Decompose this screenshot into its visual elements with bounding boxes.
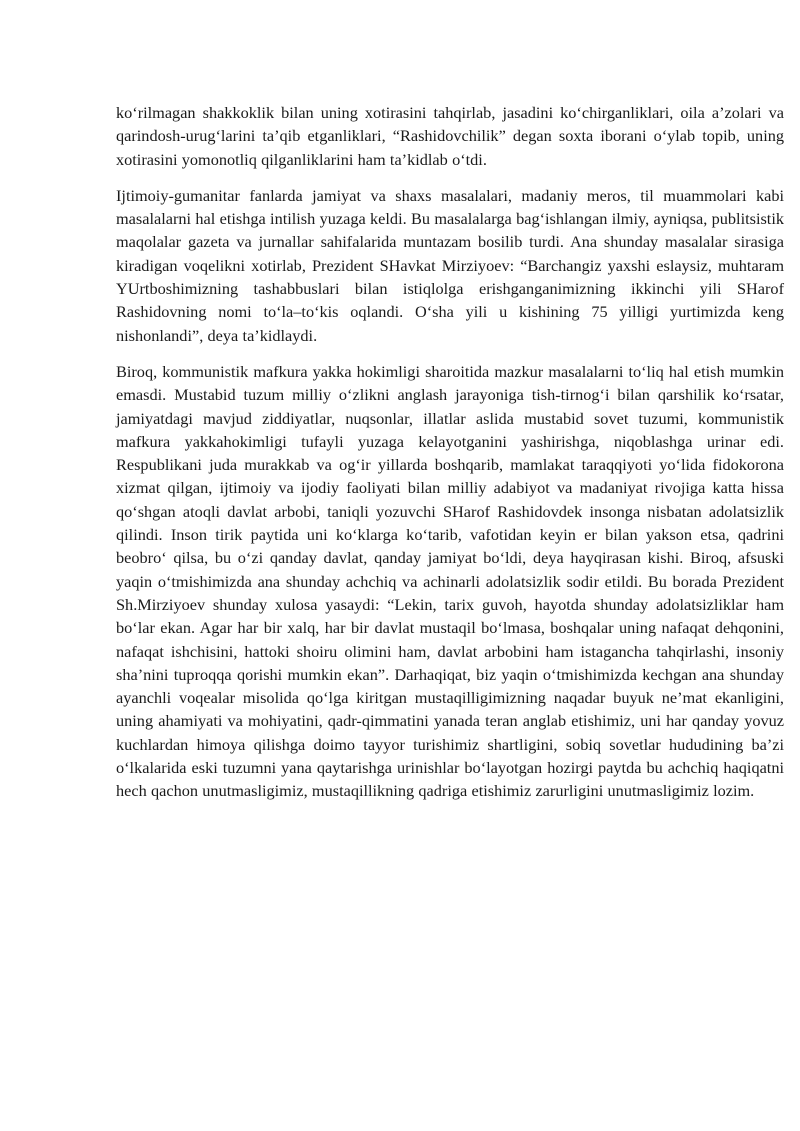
paragraph-3: Biroq, kommunistik mafkura yakka hokimligi sharoitida mazkur masalalarni to‘liq hal etish mumkin emasdi. Mustabid tuzum milliy o‘zlikni anglash jarayoniga tish-tirnog‘i bilan qarshilik ko‘rsatar, jamiyatdagi mavjud ziddiyatlar, nuqsonlar, illatlar aslida mustabid sovet tuzumi, kommunistik mafkura yakkahokimligi tufayli yuzaga kelayotganini yashirishga, niqoblashga urinar edi. Respublikani juda murakkab va og‘ir yillarda boshqarib, mamlakat taraqqiyoti yo‘lida fidokorona xizmat qilgan, ijtimoiy va ijodiy faoliyati bilan milliy adabiyot va madaniyat rivojiga katta hissa qo‘shgan atoqli davlat arbobi, taniqli yozuvchi SHarof Rashidovdek insonga nisbatan adolatsizlik qilindi. Inson tirik paytida uni ko‘klarga ko‘tarib, vafotidan keyin er bilan yakson etsa, qadrini beobro‘ qilsa, bu o‘zi qanday davlat, qanday jamiyat bo‘ldi, deya hayqirasan kishi. Biroq, afsuski yaqin o‘tmishimizda ana shunday achchiq va achinarli adolatsizlik sodir etildi. Bu borada Prezident Sh.Mirziyoev shunday xulosa yasaydi: “Lekin, tarix guvoh, hayotda shunday adolatsizliklar ham bo‘lar ekan. Agar har bir xalq, har bir davlat mustaqil bo‘lmasa, boshqalar uning nafaqat dehqonini, nafaqat ishchisini, hattoki shoiru olimini ham, davlat arbobini ham istagancha tahqirlashi, insoniy sha’nini tuproqqa qorishi mumkin ekan”. Darhaqiqat, biz yaqin o‘tmishimizda kechgan ana shunday ayanchli voqealar misolida qo‘lga kiritgan mustaqilligimizning naqadar buyuk ne’mat ekanligini, uning ahamiyati va mohiyatini, qadr-qimmatini yanada teran anglab etishimiz, uni har qanday yovuz kuchlardan himoya qilishga doimo tayyor turishimiz shartligini, sobiq sovetlar hududining ba’zi o‘lkalarida eski tuzumni yana qaytarishga urinishlar bo‘layotgan hozirgi paytda bu achchiq haqiqatni hech qachon unutmasligimiz, mustaqillikning qadriga etishimiz zarurligini unutmasligimiz lozim. xyxy=(116,361,784,801)
document-body xyxy=(116,101,784,816)
paragraph-1: ko‘rilmagan shakkoklik bilan uning xotirasini tahqirlab, jasadini ko‘chirganliklari, oila a’zolari va qarindosh-urug‘larini ta’qib etganliklari, “Rashidovchilik” degan soxta iborani o‘ylab topib, uning xotirasini yomonotliq qilganliklarini ham ta’kidlab o‘tdi. xyxy=(116,103,784,169)
paragraph-2: Ijtimoiy-gumanitar fanlarda jamiyat va shaxs masalalari, madaniy meros, til muammolari kabi masalalarni hal etishga intilish yuzaga keldi. Bu masalalarga bag‘ishlangan ilmiy, ayniqsa, publitsistik maqolalar gazeta va jurnallar sahifalarida muntazam bosilib turdi. Ana shunday masalalar sirasiga kiradigan voqelikni xotirlab, Prezident SHavkat Mirziyoev: “Barchangiz yaxshi eslaysiz, muhtaram YUrtboshimizning tashabbuslari bilan istiqlolga erishganganimizning ikkinchi yili SHarof Rashidovning nomi to‘la–to‘kis oqlandi. O‘sha yili u kishining 75 yilligi yurtimizda keng nishonlandi”, deya ta’kidlaydi. xyxy=(116,185,784,345)
